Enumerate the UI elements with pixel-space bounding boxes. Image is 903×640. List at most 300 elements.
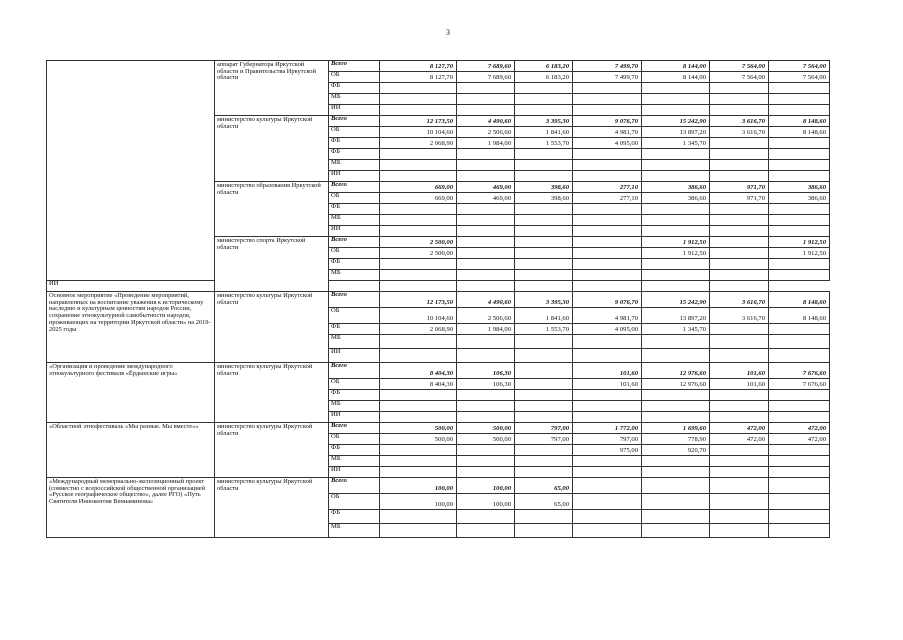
amount-cell bbox=[515, 349, 573, 363]
amount-cell bbox=[457, 349, 515, 363]
amount-cell bbox=[642, 149, 710, 160]
funding-source-code: ОБ bbox=[329, 193, 380, 204]
amount-cell bbox=[515, 363, 573, 379]
amount-cell bbox=[515, 524, 573, 538]
funding-source-code: ФБ bbox=[329, 149, 380, 160]
amount-cell bbox=[515, 160, 573, 171]
amount-cell bbox=[710, 204, 769, 215]
amount-cell bbox=[457, 204, 515, 215]
amount-cell bbox=[710, 171, 769, 182]
funding-source-code: Всего bbox=[329, 363, 380, 379]
amount-cell: 7 564,00 bbox=[710, 72, 769, 83]
amount-cell bbox=[573, 478, 642, 494]
amount-cell bbox=[380, 204, 457, 215]
amount-cell bbox=[515, 105, 573, 116]
amount-cell: 797,00 bbox=[573, 434, 642, 445]
amount-cell bbox=[515, 401, 573, 412]
amount-cell bbox=[515, 390, 573, 401]
amount-cell: 971,70 bbox=[710, 182, 769, 193]
table-row bbox=[47, 423, 830, 434]
amount-cell bbox=[515, 215, 573, 226]
amount-cell: 101,60 bbox=[573, 379, 642, 390]
amount-cell bbox=[769, 467, 830, 478]
amount-cell: 7 689,60 bbox=[457, 72, 515, 83]
amount-cell bbox=[380, 160, 457, 171]
amount-cell bbox=[769, 105, 830, 116]
amount-cell bbox=[573, 467, 642, 478]
amount-cell bbox=[642, 281, 710, 292]
amount-cell bbox=[515, 281, 573, 292]
funding-source-code: ИИ bbox=[329, 467, 380, 478]
amount-cell: 8 144,00 bbox=[642, 61, 710, 72]
amount-cell bbox=[769, 401, 830, 412]
amount-cell: 4 095,00 bbox=[573, 138, 642, 149]
amount-cell: 15 242,90 bbox=[642, 292, 710, 308]
amount-cell bbox=[710, 349, 769, 363]
amount-cell bbox=[710, 149, 769, 160]
amount-cell bbox=[769, 138, 830, 149]
amount-cell bbox=[457, 94, 515, 105]
amount-cell bbox=[769, 83, 830, 94]
funding-source-code: ИИ bbox=[47, 281, 215, 292]
amount-cell bbox=[769, 349, 830, 363]
amount-cell bbox=[573, 215, 642, 226]
amount-cell: 8 404,30 bbox=[380, 379, 457, 390]
amount-cell: 7 564,00 bbox=[710, 61, 769, 72]
amount-cell: 65,00 bbox=[515, 494, 573, 510]
amount-cell bbox=[573, 226, 642, 237]
amount-cell bbox=[642, 349, 710, 363]
table-row bbox=[47, 363, 830, 379]
amount-cell: 3 395,30 bbox=[515, 292, 573, 308]
funding-source-code: ОБ bbox=[329, 434, 380, 445]
amount-cell: 469,00 bbox=[457, 182, 515, 193]
amount-cell bbox=[710, 281, 769, 292]
funding-source-code: МБ bbox=[329, 335, 380, 349]
amount-cell: 1 912,50 bbox=[642, 237, 710, 248]
amount-cell bbox=[710, 478, 769, 494]
amount-cell bbox=[573, 510, 642, 524]
amount-cell bbox=[380, 524, 457, 538]
funding-source-code: ФБ bbox=[329, 510, 380, 524]
funding-source-code: Всего bbox=[329, 478, 380, 494]
amount-cell bbox=[573, 259, 642, 270]
amount-cell: 500,00 bbox=[380, 434, 457, 445]
amount-cell bbox=[642, 83, 710, 94]
amount-cell bbox=[515, 204, 573, 215]
amount-cell: 4 981,70 bbox=[573, 308, 642, 324]
amount-cell bbox=[380, 83, 457, 94]
amount-cell: 7 499,70 bbox=[573, 72, 642, 83]
amount-cell: 7 564,00 bbox=[769, 61, 830, 72]
amount-cell: 100,00 bbox=[457, 494, 515, 510]
amount-cell: 7 689,60 bbox=[457, 61, 515, 72]
executor-cell: министерство образования Иркутской области bbox=[215, 182, 329, 237]
amount-cell bbox=[457, 160, 515, 171]
amount-cell bbox=[642, 401, 710, 412]
amount-cell: 100,00 bbox=[380, 478, 457, 494]
amount-cell bbox=[769, 94, 830, 105]
amount-cell: 386,60 bbox=[642, 193, 710, 204]
amount-cell bbox=[710, 335, 769, 349]
amount-cell bbox=[457, 226, 515, 237]
amount-cell bbox=[515, 248, 573, 259]
amount-cell: 500,00 bbox=[380, 423, 457, 434]
amount-cell bbox=[457, 524, 515, 538]
amount-cell bbox=[642, 467, 710, 478]
amount-cell bbox=[642, 171, 710, 182]
amount-cell bbox=[769, 478, 830, 494]
funding-source-code: ОБ bbox=[329, 494, 380, 510]
amount-cell: 101,60 bbox=[573, 363, 642, 379]
activity-description: «Организация и проведение международного этнокультурного фестиваля «Ёрдынские игры» bbox=[47, 363, 215, 423]
funding-table bbox=[46, 60, 830, 538]
funding-source-code: ИИ bbox=[329, 349, 380, 363]
executor-cell: министерство культуры Иркутской области bbox=[215, 423, 329, 478]
amount-cell bbox=[515, 335, 573, 349]
amount-cell: 4 095,00 bbox=[573, 324, 642, 335]
amount-cell bbox=[457, 281, 515, 292]
amount-cell: 1 553,70 bbox=[515, 324, 573, 335]
amount-cell: 500,00 bbox=[457, 434, 515, 445]
table-row bbox=[47, 61, 830, 72]
amount-cell bbox=[380, 94, 457, 105]
amount-cell bbox=[457, 510, 515, 524]
amount-cell: 797,00 bbox=[515, 423, 573, 434]
amount-cell bbox=[642, 335, 710, 349]
amount-cell bbox=[573, 83, 642, 94]
amount-cell bbox=[380, 390, 457, 401]
amount-cell: 100,00 bbox=[380, 494, 457, 510]
amount-cell bbox=[380, 105, 457, 116]
amount-cell bbox=[769, 270, 830, 281]
amount-cell bbox=[457, 401, 515, 412]
amount-cell: 277,10 bbox=[573, 193, 642, 204]
amount-cell: 12 976,60 bbox=[642, 379, 710, 390]
amount-cell bbox=[710, 259, 769, 270]
amount-cell: 4 981,70 bbox=[573, 127, 642, 138]
amount-cell bbox=[573, 270, 642, 281]
amount-cell bbox=[769, 335, 830, 349]
amount-cell: 1 912,50 bbox=[769, 248, 830, 259]
amount-cell bbox=[710, 248, 769, 259]
amount-cell bbox=[573, 149, 642, 160]
amount-cell: 10 104,60 bbox=[380, 308, 457, 324]
amount-cell bbox=[380, 270, 457, 281]
amount-cell bbox=[380, 171, 457, 182]
funding-source-code: МБ bbox=[329, 524, 380, 538]
funding-source-code: МБ bbox=[329, 401, 380, 412]
funding-source-code: ФБ bbox=[329, 204, 380, 215]
amount-cell: 472,00 bbox=[710, 434, 769, 445]
page-number: 3 bbox=[446, 28, 450, 37]
amount-cell: 13 897,20 bbox=[642, 127, 710, 138]
amount-cell bbox=[710, 83, 769, 94]
amount-cell bbox=[457, 467, 515, 478]
amount-cell: 277,10 bbox=[573, 182, 642, 193]
amount-cell bbox=[515, 237, 573, 248]
amount-cell: 7 564,00 bbox=[769, 72, 830, 83]
amount-cell: 1 345,70 bbox=[642, 324, 710, 335]
amount-cell bbox=[515, 226, 573, 237]
amount-cell: 8 127,70 bbox=[380, 72, 457, 83]
amount-cell bbox=[710, 324, 769, 335]
amount-cell bbox=[457, 171, 515, 182]
amount-cell: 2 500,00 bbox=[380, 237, 457, 248]
amount-cell: 15 242,90 bbox=[642, 116, 710, 127]
amount-cell: 398,60 bbox=[515, 182, 573, 193]
activity-description: Основное мероприятие «Проведение мероприятий, направленных на воспитание уважения к историческому наследию и культурным ценностям народов России, сохранение этнокультурной самобытности народов, проживающих на территории Иркутской области» на 2019-2025 годы bbox=[47, 292, 215, 363]
amount-cell: 3 616,70 bbox=[710, 308, 769, 324]
amount-cell: 1 912,50 bbox=[642, 248, 710, 259]
amount-cell: 106,30 bbox=[457, 363, 515, 379]
amount-cell bbox=[710, 456, 769, 467]
funding-source-code: МБ bbox=[329, 94, 380, 105]
amount-cell bbox=[710, 390, 769, 401]
amount-cell: 1 841,60 bbox=[515, 308, 573, 324]
funding-source-code: ИИ bbox=[329, 171, 380, 182]
funding-source-code: МБ bbox=[329, 456, 380, 467]
amount-cell bbox=[642, 478, 710, 494]
funding-source-code: ОБ bbox=[329, 72, 380, 83]
amount-cell bbox=[573, 171, 642, 182]
amount-cell bbox=[642, 226, 710, 237]
amount-cell: 2 500,00 bbox=[380, 248, 457, 259]
amount-cell: 2 068,90 bbox=[380, 138, 457, 149]
amount-cell bbox=[642, 456, 710, 467]
amount-cell bbox=[710, 237, 769, 248]
amount-cell bbox=[573, 105, 642, 116]
amount-cell: 975,00 bbox=[573, 445, 642, 456]
funding-source-code: ОБ bbox=[329, 308, 380, 324]
amount-cell bbox=[769, 149, 830, 160]
funding-source-code: ФБ bbox=[329, 259, 380, 270]
amount-cell bbox=[515, 94, 573, 105]
amount-cell bbox=[710, 445, 769, 456]
funding-source-code: ОБ bbox=[329, 127, 380, 138]
funding-source-code: ФБ bbox=[329, 324, 380, 335]
amount-cell bbox=[457, 248, 515, 259]
amount-cell bbox=[457, 83, 515, 94]
amount-cell bbox=[380, 259, 457, 270]
amount-cell: 469,00 bbox=[457, 193, 515, 204]
amount-cell bbox=[642, 524, 710, 538]
amount-cell bbox=[380, 281, 457, 292]
amount-cell bbox=[710, 270, 769, 281]
amount-cell bbox=[573, 204, 642, 215]
amount-cell: 472,00 bbox=[710, 423, 769, 434]
amount-cell bbox=[457, 237, 515, 248]
amount-cell bbox=[515, 412, 573, 423]
funding-source-code: Всего bbox=[329, 182, 380, 193]
amount-cell: 8 404,30 bbox=[380, 363, 457, 379]
amount-cell: 6 183,20 bbox=[515, 61, 573, 72]
funding-source-code: Всего bbox=[329, 116, 380, 127]
amount-cell: 669,00 bbox=[380, 193, 457, 204]
amount-cell: 7 676,60 bbox=[769, 363, 830, 379]
amount-cell bbox=[515, 270, 573, 281]
amount-cell: 1 772,00 bbox=[573, 423, 642, 434]
amount-cell: 2 506,60 bbox=[457, 308, 515, 324]
activity-description: «Областной этнофестиваль «Мы разные. Мы вместе»» bbox=[47, 423, 215, 478]
amount-cell bbox=[380, 149, 457, 160]
amount-cell bbox=[573, 524, 642, 538]
amount-cell: 1 912,50 bbox=[769, 237, 830, 248]
executor-cell: министерство культуры Иркутской области bbox=[215, 292, 329, 363]
amount-cell: 778,90 bbox=[642, 434, 710, 445]
amount-cell: 106,30 bbox=[457, 379, 515, 390]
amount-cell bbox=[769, 510, 830, 524]
amount-cell: 386,60 bbox=[642, 182, 710, 193]
amount-cell bbox=[769, 324, 830, 335]
amount-cell bbox=[380, 456, 457, 467]
amount-cell bbox=[710, 160, 769, 171]
amount-cell bbox=[573, 94, 642, 105]
amount-cell: 9 076,70 bbox=[573, 292, 642, 308]
amount-cell: 797,00 bbox=[515, 434, 573, 445]
amount-cell: 920,70 bbox=[642, 445, 710, 456]
amount-cell: 7 676,60 bbox=[769, 379, 830, 390]
amount-cell: 386,60 bbox=[769, 182, 830, 193]
amount-cell: 10 104,60 bbox=[380, 127, 457, 138]
amount-cell: 6 183,20 bbox=[515, 72, 573, 83]
amount-cell bbox=[515, 149, 573, 160]
amount-cell bbox=[457, 149, 515, 160]
funding-source-code: ОБ bbox=[329, 248, 380, 259]
amount-cell bbox=[515, 445, 573, 456]
activity-description bbox=[47, 61, 215, 281]
funding-source-code: Всего bbox=[329, 61, 380, 72]
executor-cell: министерство культуры Иркутской области bbox=[215, 363, 329, 423]
amount-cell: 2 068,90 bbox=[380, 324, 457, 335]
amount-cell bbox=[769, 524, 830, 538]
amount-cell bbox=[573, 281, 642, 292]
funding-source-code: Всего bbox=[329, 292, 380, 308]
amount-cell bbox=[457, 215, 515, 226]
funding-source-code: ИИ bbox=[329, 105, 380, 116]
amount-cell bbox=[515, 259, 573, 270]
amount-cell: 669,00 bbox=[380, 182, 457, 193]
amount-cell bbox=[380, 510, 457, 524]
amount-cell: 1 345,70 bbox=[642, 138, 710, 149]
amount-cell bbox=[642, 215, 710, 226]
amount-cell: 3 616,70 bbox=[710, 127, 769, 138]
amount-cell bbox=[769, 390, 830, 401]
amount-cell: 65,00 bbox=[515, 478, 573, 494]
amount-cell bbox=[642, 259, 710, 270]
amount-cell: 472,00 bbox=[769, 434, 830, 445]
table-row bbox=[47, 478, 830, 494]
amount-cell bbox=[380, 335, 457, 349]
amount-cell bbox=[710, 494, 769, 510]
amount-cell bbox=[573, 335, 642, 349]
amount-cell bbox=[573, 349, 642, 363]
amount-cell bbox=[573, 494, 642, 510]
amount-cell: 100,00 bbox=[457, 478, 515, 494]
amount-cell: 8 148,60 bbox=[769, 308, 830, 324]
activity-description: «Международный мемориально-экспозиционный проект (совместно с всероссийской общественной организацией «Русское географическое общество», далее РГО) «Путь Святителя Иннокентия Вениаминова» bbox=[47, 478, 215, 538]
amount-cell: 3 616,70 bbox=[710, 292, 769, 308]
amount-cell bbox=[380, 215, 457, 226]
amount-cell: 2 506,60 bbox=[457, 127, 515, 138]
amount-cell: 12 173,50 bbox=[380, 292, 457, 308]
amount-cell bbox=[515, 171, 573, 182]
amount-cell: 4 490,60 bbox=[457, 116, 515, 127]
amount-cell bbox=[710, 215, 769, 226]
amount-cell: 500,00 bbox=[457, 423, 515, 434]
amount-cell: 7 499,70 bbox=[573, 61, 642, 72]
executor-cell: аппарат Губернатора Иркутской области и Правительства Иркутской области bbox=[215, 61, 329, 116]
amount-cell bbox=[457, 390, 515, 401]
funding-source-code: МБ bbox=[329, 215, 380, 226]
funding-source-code: МБ bbox=[329, 160, 380, 171]
amount-cell bbox=[457, 259, 515, 270]
amount-cell bbox=[769, 171, 830, 182]
amount-cell bbox=[769, 494, 830, 510]
amount-cell bbox=[769, 226, 830, 237]
funding-source-code: Всего bbox=[329, 237, 380, 248]
amount-cell bbox=[573, 248, 642, 259]
amount-cell bbox=[769, 215, 830, 226]
amount-cell bbox=[573, 390, 642, 401]
amount-cell: 13 897,20 bbox=[642, 308, 710, 324]
amount-cell: 8 144,00 bbox=[642, 72, 710, 83]
amount-cell bbox=[710, 401, 769, 412]
amount-cell bbox=[380, 445, 457, 456]
amount-cell bbox=[642, 510, 710, 524]
amount-cell bbox=[457, 105, 515, 116]
amount-cell bbox=[710, 94, 769, 105]
funding-source-code: МБ bbox=[329, 270, 380, 281]
amount-cell bbox=[515, 467, 573, 478]
amount-cell: 8 127,70 bbox=[380, 61, 457, 72]
amount-cell: 1 699,60 bbox=[642, 423, 710, 434]
executor-cell: министерство культуры Иркутской области bbox=[215, 116, 329, 182]
amount-cell bbox=[380, 349, 457, 363]
amount-cell bbox=[515, 379, 573, 390]
amount-cell bbox=[573, 412, 642, 423]
amount-cell bbox=[380, 226, 457, 237]
amount-cell bbox=[515, 456, 573, 467]
amount-cell: 472,00 bbox=[769, 423, 830, 434]
amount-cell: 1 841,60 bbox=[515, 127, 573, 138]
amount-cell: 3 395,30 bbox=[515, 116, 573, 127]
amount-cell: 1 553,70 bbox=[515, 138, 573, 149]
amount-cell bbox=[329, 281, 380, 292]
amount-cell bbox=[457, 456, 515, 467]
amount-cell bbox=[573, 456, 642, 467]
amount-cell: 9 076,70 bbox=[573, 116, 642, 127]
amount-cell bbox=[642, 270, 710, 281]
amount-cell bbox=[769, 160, 830, 171]
amount-cell: 101,60 bbox=[710, 363, 769, 379]
funding-source-code: ИИ bbox=[329, 226, 380, 237]
amount-cell bbox=[769, 204, 830, 215]
amount-cell: 386,60 bbox=[769, 193, 830, 204]
table-row bbox=[47, 292, 830, 308]
funding-source-code: ИИ bbox=[329, 412, 380, 423]
amount-cell bbox=[573, 401, 642, 412]
funding-source-code: ФБ bbox=[329, 83, 380, 94]
amount-cell bbox=[710, 412, 769, 423]
funding-source-code: ФБ bbox=[329, 390, 380, 401]
funding-source-code: ФБ bbox=[329, 445, 380, 456]
amount-cell bbox=[573, 160, 642, 171]
amount-cell bbox=[769, 445, 830, 456]
amount-cell bbox=[457, 412, 515, 423]
amount-cell bbox=[769, 412, 830, 423]
amount-cell bbox=[642, 390, 710, 401]
